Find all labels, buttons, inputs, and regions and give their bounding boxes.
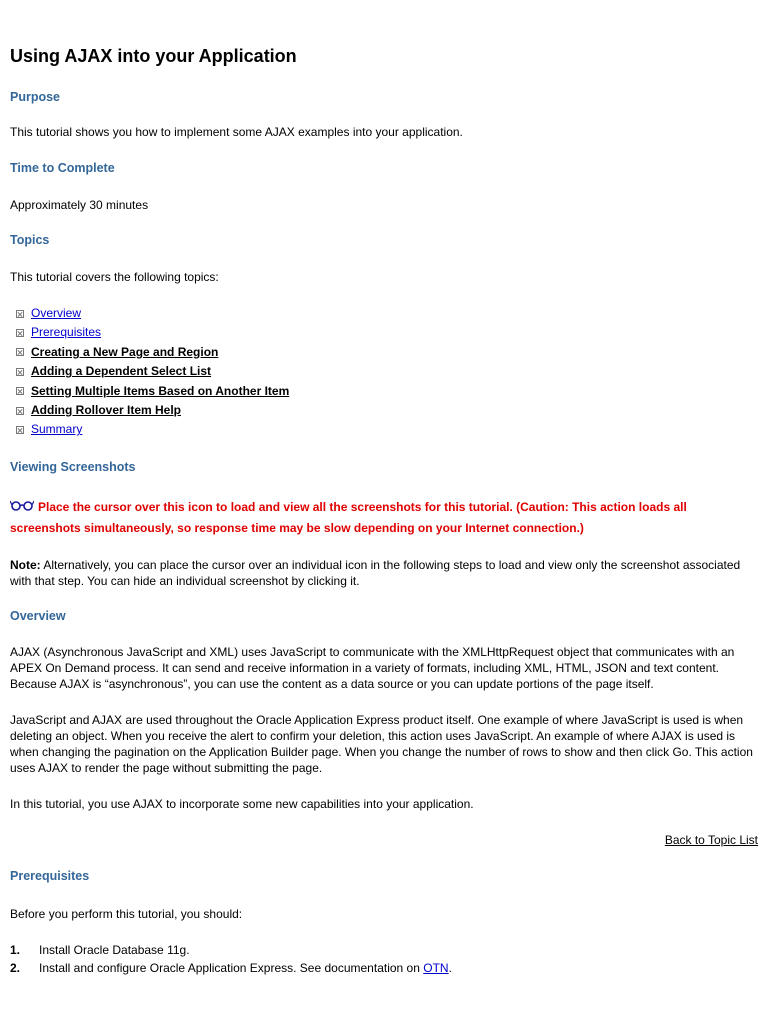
bullet-icon — [16, 348, 24, 356]
note-paragraph — [10, 557, 758, 589]
prerequisites-list — [10, 941, 758, 977]
overview-paragraph-2: JavaScript and AJAX are used throughout the Oracle Application Express product itself. One example of where JavaScript is used is when deleting an object. When you receive the alert to confirm your deletion, this action uses JavaScript. An example of where AJAX is used is when changing the pagination on the Application Builder page. When you change the number of rows to show and then click Go. This action uses AJAX to render the page without submitting the page. — [10, 713, 753, 775]
prerequisite-item — [10, 959, 758, 977]
prerequisites-heading: Prerequisites — [10, 869, 90, 883]
topic-link-prerequisites[interactable]: Prerequisites — [31, 325, 102, 340]
bullet-icon — [16, 387, 24, 395]
note-text: Alternatively, you can place the cursor over an individual icon in the following steps to load and view only the screenshot associated with that step. You can hide an individual screenshot by clicking it. — [10, 558, 741, 588]
topics-intro: This tutorial covers the following topics: — [10, 270, 219, 284]
page-title: Using AJAX into your Application — [10, 46, 297, 66]
glasses-icon[interactable] — [10, 497, 34, 518]
back-link-row — [10, 832, 758, 848]
item-number: 1. — [10, 943, 21, 957]
topic-link-multiple-items[interactable]: Setting Multiple Items Based on Another Item — [31, 383, 290, 398]
purpose-heading: Purpose — [10, 90, 61, 104]
topic-link-new-page[interactable]: Creating a New Page and Region — [31, 344, 219, 359]
topic-link-dependent-select[interactable]: Adding a Dependent Select List — [31, 364, 212, 379]
topic-item-prerequisites — [10, 323, 758, 342]
note-label: Note: — [10, 558, 41, 572]
bullet-icon — [16, 329, 24, 337]
topics-heading: Topics — [10, 233, 50, 247]
topic-item-overview — [10, 304, 758, 323]
overview-heading: Overview — [10, 609, 66, 623]
topic-item-summary — [10, 420, 758, 439]
topic-item-new-page — [10, 343, 758, 362]
warning-text: Place the cursor over this icon to load and view all the screenshots for this tutorial. (Caution: This action loads all screenshots simultaneously, so response time may be slow depending on your Internet connection.) — [10, 500, 687, 536]
item-text: Install and configure Oracle Application Express. See documentation on — [39, 961, 424, 975]
purpose-text: This tutorial shows you how to implement some AJAX examples into your application. — [10, 125, 463, 139]
back-to-topic-list-link[interactable]: Back to Topic List — [664, 833, 758, 847]
prerequisite-item — [10, 941, 758, 959]
time-text: Approximately 30 minutes — [10, 198, 149, 212]
topic-item-rollover-help — [10, 401, 758, 420]
topic-item-dependent-select — [10, 362, 758, 381]
topic-link-rollover-help[interactable]: Adding Rollover Item Help — [31, 402, 182, 417]
overview-paragraph-3: In this tutorial, you use AJAX to incorporate some new capabilities into your application. — [10, 797, 474, 811]
bullet-icon — [16, 310, 24, 318]
otn-link[interactable]: OTN — [423, 961, 449, 975]
overview-paragraph-1: AJAX (Asynchronous JavaScript and XML) uses JavaScript to communicate with the XMLHttpRequest object that communicates with an APEX On Demand process. It can send and receive information in a variety of formats, including XML, HTML, JSON and text content. Because AJAX is “asynchronous”, you can use the content as a data source or you can update portions of the page itself. — [10, 645, 735, 691]
item-text: Install Oracle Database 11g. — [39, 943, 190, 957]
topic-list — [10, 304, 758, 440]
item-text-wrap — [39, 959, 452, 977]
screenshots-warning — [10, 497, 758, 539]
item-text-after: . — [448, 961, 452, 975]
prerequisites-intro: Before you perform this tutorial, you should: — [10, 907, 243, 921]
topic-link-overview[interactable]: Overview — [31, 306, 82, 320]
topic-link-summary[interactable]: Summary — [31, 422, 83, 437]
bullet-icon — [16, 368, 24, 376]
viewing-heading: Viewing Screenshots — [10, 460, 136, 474]
bullet-icon — [16, 407, 24, 415]
item-number: 2. — [10, 961, 21, 975]
time-heading: Time to Complete — [10, 161, 115, 175]
bullet-icon — [16, 426, 24, 434]
topic-item-multiple-items — [10, 382, 758, 401]
